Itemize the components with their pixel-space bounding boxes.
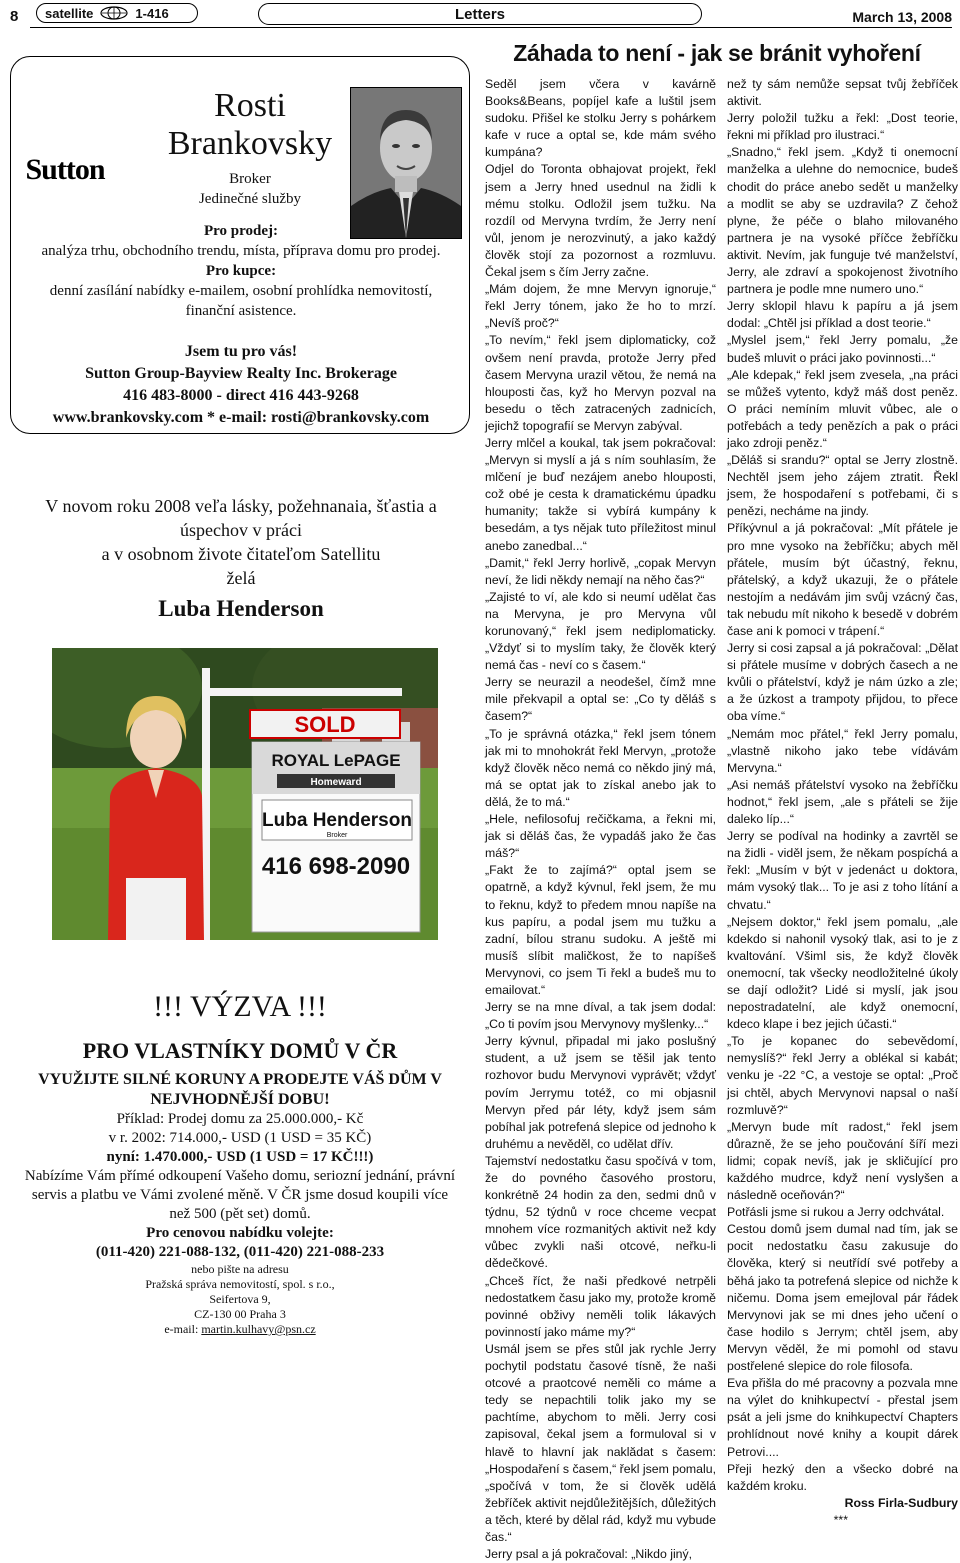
article-author: Ross Firla-Sudbury [844,1495,958,1510]
challenge-title: !!! VÝZVA !!! [153,990,327,1023]
issue-number: 1-416 [135,5,169,21]
seller-text: analýza trhu, obchodního trendu, místa, příprava domu pro prodej. [41,243,441,259]
paragraph: Přeji hezký den a všecko dobré na každém kroku. [727,1461,958,1493]
paragraph: Jerry mlčel a koukal, tak jsem pokračoval: „Mervyn si myslí a já s ním souhlasím, že mlčení je buď nezájem anebo hlouposti, což obé je cesta k dramatickému úpadku humanity; takže si vybírá kumpány k besedám, a tys nějak tuto příležitost minul anebo zanedbal...“ [485,435,716,553]
greeting-line-1: V novom roku 2008 veľa lásky, požehnanaia, šťastia a [45,496,437,516]
paragraph: Jerry kývnul, připadal mi jako poslušný student, a už jsem se těšil jak tento rozhovor budu Mervynovi vyprávět; vždyť povím Jerrymu totéž, co mi objasnil Mervyn před pár léty, když jsem sám pobíhal jak potrefená slepice od jednoho k druhému a nevěděl, co udělat dřív. [485,1034,716,1151]
phone-numbers: 416 483-8000 - direct 416 443-9268 [123,387,359,404]
role-label: Broker [229,171,271,187]
ad-body [11,211,470,429]
paragraph: Jerry se na mne díval, a tak jsem dodal: „Co ti povím jsou Mervynovy myšlenky...“ [485,1000,716,1032]
paragraph: „To nevím,“ řekl jsem diplomaticky, což ovšem není pravda, protože Jerry před časem Mervyna urazil větou, že nemá na hlouposti čas, kyž ho Mervyn pozval na besedu o těch zatracených zadnicích, jejichž topografií se Mervyn zabýval. [485,333,716,433]
paragraph: „To je správná otázka,“ řekl jsem tónem jak mi to mnohokrát řekl Mervyn, „protože když člověk něco nemá co někdo jiný má, má se optat jak to získal anebo jak to dělá, že to má.“ [485,726,716,809]
paragraph: Tajemství nedostatku času spočívá v tom, že do povného časového prostoru, konkrétně 24 hodin za den, sedmi dnů v týdnu, 52 týdnů v roce chceme vecpat mnohem více rozmanitých aktivit než kdy vůbec zvykli naši otcové, neřku-li dědečkové. [485,1153,716,1271]
sign-office: Homeward [310,777,362,788]
contact-phones: (011-420) 221-088-132, (011-420) 221-088-233 [95,1244,385,1260]
company-address: Pražská správa nemovitostí, spol. s r.o., [145,1277,335,1291]
challenge-subheading: VYUŽIJTE SILNÉ KORUNY A PRODEJTE VÁŠ DŮM V NEJVHODNĚJŠÍ DOBU! [38,1071,442,1108]
realtor-first-name: Rosti [214,87,286,124]
write-label: nebo pište na adresu [191,1262,289,1276]
call-heading: Pro cenovou nabídku volejte: [146,1225,334,1241]
sign-agent: Luba Henderson [262,810,412,831]
brand-name: satellite [45,5,94,21]
sign-brand: ROYAL LePAGE [271,751,401,770]
realtor-role [161,169,339,209]
paragraph: „Nemám moc přátel,“ řekl Jerry pomalu, „vlastně nikoho jako tebe vídávám Mervyna.“ [727,726,958,775]
header-rule [30,27,952,28]
greeting-signature: Luba Henderson [158,596,324,621]
sign-phone: 416 698-2090 [261,853,411,880]
greeting-line-4: želá [226,568,256,588]
paragraph: Jerry položil tužku a řekl: „Dost teorie, řekni mi příklad pro ilustraci.“ [727,111,958,143]
company-name: Sutton Group-Bayview Realty Inc. Brokerage [85,365,397,382]
paragraph: „Damit,“ řekl Jerry horlivě, „copak Mervyn neví, že lidi někdy nemají na něho čas?“ [485,555,716,587]
paragraph: Jerry si cosi zapsal a já pokračoval: „Dělat si přátele musíme v dobrých časech a ne kvůli o přátelství, když je nám úzko a zle; a že úzkost a trampoty přijdou, to přece oba víme.“ [727,641,958,724]
paragraph: Příkývnul a já pokračoval: „Mít přátele je pro mne vysoko na žebříčku; abych měl přátele, musím být účastný, řeknu, přátelský, a když ukazuji, že o přátele nestojím a nedávám jim svůj vzácný čas, tak nebudu mít nikoho k besedě v dobrém čase ani k pomoci v trápení.“ [727,521,958,638]
paragraph: „Ale kdepak,“ řekl jsem zvesela, „na práci se můžeš vytento, když máš dost peněz. O práci nemíním mluvit vůbec, ale o potřebách a tedy penězích a pak o práci jako zdroji peněz.“ [727,367,958,450]
satellite-icon [99,5,129,21]
paragraph: Seděl jsem včera v kavárně Books&Beans, popíjel kafe a luštil jsem sudoku. Přišel ke stolku Jerry s pohárkem kafe v ruce a optal se, kde mám svého kumpána? [485,77,716,160]
paragraph: Jerry se podíval na hodinky a zavrtěl se na židli - viděl jsem, že někam pospíchá a řekl: „Musím v být v jedenáct u doktora, mám vysoký tlak... To je asi z toho lítání a chvatu.“ [727,829,958,912]
new-year-greeting [10,494,472,624]
greeting-line-2: úspechov v práci [180,520,302,540]
paragraph: Potřásli jsme si rukou a Jerry odchvátal. [727,1205,945,1220]
sign-sold: SOLD [294,712,356,737]
page-number: 8 [10,8,19,25]
paragraph: Usmál jsem se přes stůl jak rychle Jerry pochytil podstatu časové tísně, že naši otcové a praotcové neměli co máme a tedy se nepachtili tolik jako my se pachtíme, abychom to měli. Jerry cosi zapisoval, čekal jsem a formuloval si v hlavě to hlavní jak naklădat s časem: „Hospodaření s časem,“ řekl jsem pomalu, „spočívá v tom, že si člověk udělá žebříček aktivit nejdůležitějších, důležitých a těch, které by dělal rád, když mu vybude čas.“ [485,1341,716,1544]
buyer-text: denní zasílání nabídky e-mailem, osobní prohlídka nemovitostí, finanční asistence. [49,283,433,319]
web-email: www.brankovsky.com * e-mail: rosti@brankovsky.com [52,409,430,426]
paragraph: Jerry sklopil hlavu k papíru a já jsem dodal: „Chtěl jsi příklad a dost teorie.“ [727,299,958,331]
email-link[interactable]: martin.kulhavy@psn.cz [201,1322,316,1336]
article-column-2 [727,76,958,1529]
greeting-line-3: a v osobnom živote čitateľom Satellitu [101,544,381,564]
sign-agent-role: Broker [326,832,348,839]
paragraph: „Snadno,“ řekl jsem. „Když ti onemocní manželka a ulehne do nemocnice, budeš chodit do práce anebo sedět u manželky a modlit se aby se uzdravila? Z čehož plyne, že péče o blaho milovaného partnera je na vysoké příčce žebříčku aktivit. Nevím, jak funguje tvé manželství, Jerry, ale zdraví a spokojenost životního partnera je podle mne numero uno.“ [727,145,958,297]
section-title: Letters [258,3,702,25]
buyer-heading: Pro kupce: [205,263,277,279]
slogan: Jsem tu pro vás! [184,343,298,360]
paragraph: Jerry psal a já pokračoval: „Nikdo jiný, [485,1547,693,1562]
price-2002: v r. 2002: 714.000,- USD (1 USD = 35 KČ) [108,1130,372,1146]
offer-text: Nabízíme Vám přímé odkoupení Vašeho domu, seriozní jednání, právní servis a platbu ve Vámi zvolené měně. V ČR jsme dosud koupili více než 500 (pět set) domů. [24,1168,456,1222]
realtor-last-name: Brankovsky [167,125,333,162]
svg-text:Sutton: Sutton [25,153,105,186]
sutton-logo [19,139,111,199]
end-mark: *** [833,1512,848,1527]
city-address: CZ-130 00 Praha 3 [194,1307,286,1321]
price-now: nyní: 1.470.000,- USD (1 USD = 17 KČ!!!) [106,1149,374,1165]
paragraph: Cestou domů jsem dumal nad tím, jak se pocit nedostatku času zakusuje do člověka, který si neutřídí své potřeby a běhá jako ta potrefená slepice od nichže k ničemu. Doma jsem emejloval pár řádek Mervynovi jak se mi dnes jeho učení o čase hodilo s Jerrym; chtěl jsem, aby Mervyn věděl, že mi pomohl od stavu postřelené slepice do role filosofa. [727,1222,958,1374]
paragraph: „Nejsem doktor,“ řekl jsem pomalu, „ale kdekdo si nahonil vysoký tlak, asi to je z kvaltování. Všiml sis, že když člověk onemocní, tak všecky neodložitelné úkoly se dají odložit? Lidé si myslí, jak jsou nepostradatelní, ale když onemocní, kdeco klape i bez jejich účasti.“ [727,914,958,1032]
article-title: Záhada to není - jak se bránit vyhoření [513,40,921,66]
paragraph: „To je kopanec do sebevědomí, nemyslíš?“ řekl Jerry a oblékal si kabát; venku je -22 °C, a vestoje se optal: „Proč jsi chtěl, abych Mervynovi napsal o naší rozmluvě?“ [727,1034,958,1117]
paragraph: „Děláš si srandu?“ optal se Jerry zlostně. Nechtěl jsem jeho zájem ztratit. Řekl jsem, že hospodaření s potřebami, či s penězi, necháme na jindy. [727,453,958,519]
paragraph: „Mám dojem, že mne Mervyn ignoruje,“ řekl Jerry tónem, jako že ho to mrzí. „Nevíš proč?“ [485,282,716,331]
paragraph: „Hele, nefilosofuj rečičkama, a řekni mi, jak si děláš čas, že vypadáš jako že čas máš?“ [485,812,716,861]
paragraph: „Asi nemáš přátelství vysoko na žebříčku hodnot,“ řekl jsem, „ale s přáteli se žije daleko líp...“ [727,777,958,827]
paragraph: než ty sám nemůže sepsat tvůj žebříček aktivit. [727,77,958,109]
paragraph: „Zajisté to ví, ale kdo si neumí udělat čas na Mervyna, je pro Mervyna vůl korunovaný,“ řekl jsem nediplomaticky. „Vždyť si to myslím taky, že člověk který nemá čas - neví co s časem.“ [485,589,716,673]
realtor-ad [10,56,470,434]
paragraph: Jerry se neurazil a neodešel, čímž mne mile překvapil a optal se: „Co ty děláš s časem?“ [485,675,716,724]
challenge-ad [0,990,480,1337]
publication-badge [36,3,198,23]
tagline: Jedinečné služby [198,191,302,207]
article-column-1 [485,76,716,1563]
paragraph: „Fakt že to zajímá?“ optal jsem se opatrně, a když kývnul, řekl jsem, že mu to řeknu, když to předem mnou napíše na kus papíru, a podal jsem mu tužku a zadní, bílou stranu sudoku. A ještě mi musíš slíbit maličkost, že to napíšeš Mervynovi, co jsem Ti řekl a budeš mu to emailovat.“ [485,863,716,997]
paragraph: Eva přišla do mé pracovny a pozvala mne na výlet do knihkupectví - přestal jsem psát a jeli jsme do knihkupectví Chapters prohlídnout nové knihy a koupit dárek Petrovi.... [727,1376,958,1459]
sold-sign-photo [52,648,438,940]
paragraph: Odjel do Toronta obhajovat projekt, řekl jsem a Jerry hned usednul na židli k mému stolku. Odložil jsem tužku. Na rozdíl od Mervyna tvrdím, že Jerry není vůl, jenom je nerozvinutý, a jako každý člověk stojí za pozornost a rozmluvu. Čekal jsem s čím Jerry začne. [485,162,716,280]
realtor-name [161,87,339,163]
contact-email [0,1322,480,1337]
page-header [0,0,960,30]
email-label: e-mail: [164,1322,202,1336]
challenge-heading: PRO VLASTNÍKY DOMŮ V ČR [82,1038,398,1063]
paragraph: „Mervyn bude mít radost,“ řekl jsem důrazně, že se jeho poučování šíří mezi lidmi; copak nevíš, jak je skličující pro každého mudrce, když není vyslyšen a následně oceňován?“ [727,1119,958,1203]
issue-date: March 13, 2008 [852,9,952,25]
seller-heading: Pro prodej: [203,223,279,239]
price-example: Příklad: Prodej domu za 25.000.000,- Kč [116,1111,364,1127]
paragraph: „Chceš říct, že naši předkové netrpěli nedostatkem času jako my, protože kromě povinné obživy neměli tolik lákavých povinností jako máme my?“ [485,1273,716,1339]
street-address: Seifertova 9, [209,1292,271,1306]
paragraph: „Myslel jsem,“ řekl Jerry pomalu, „že budeš mluvit o práci jako povinnosti...“ [727,333,958,365]
